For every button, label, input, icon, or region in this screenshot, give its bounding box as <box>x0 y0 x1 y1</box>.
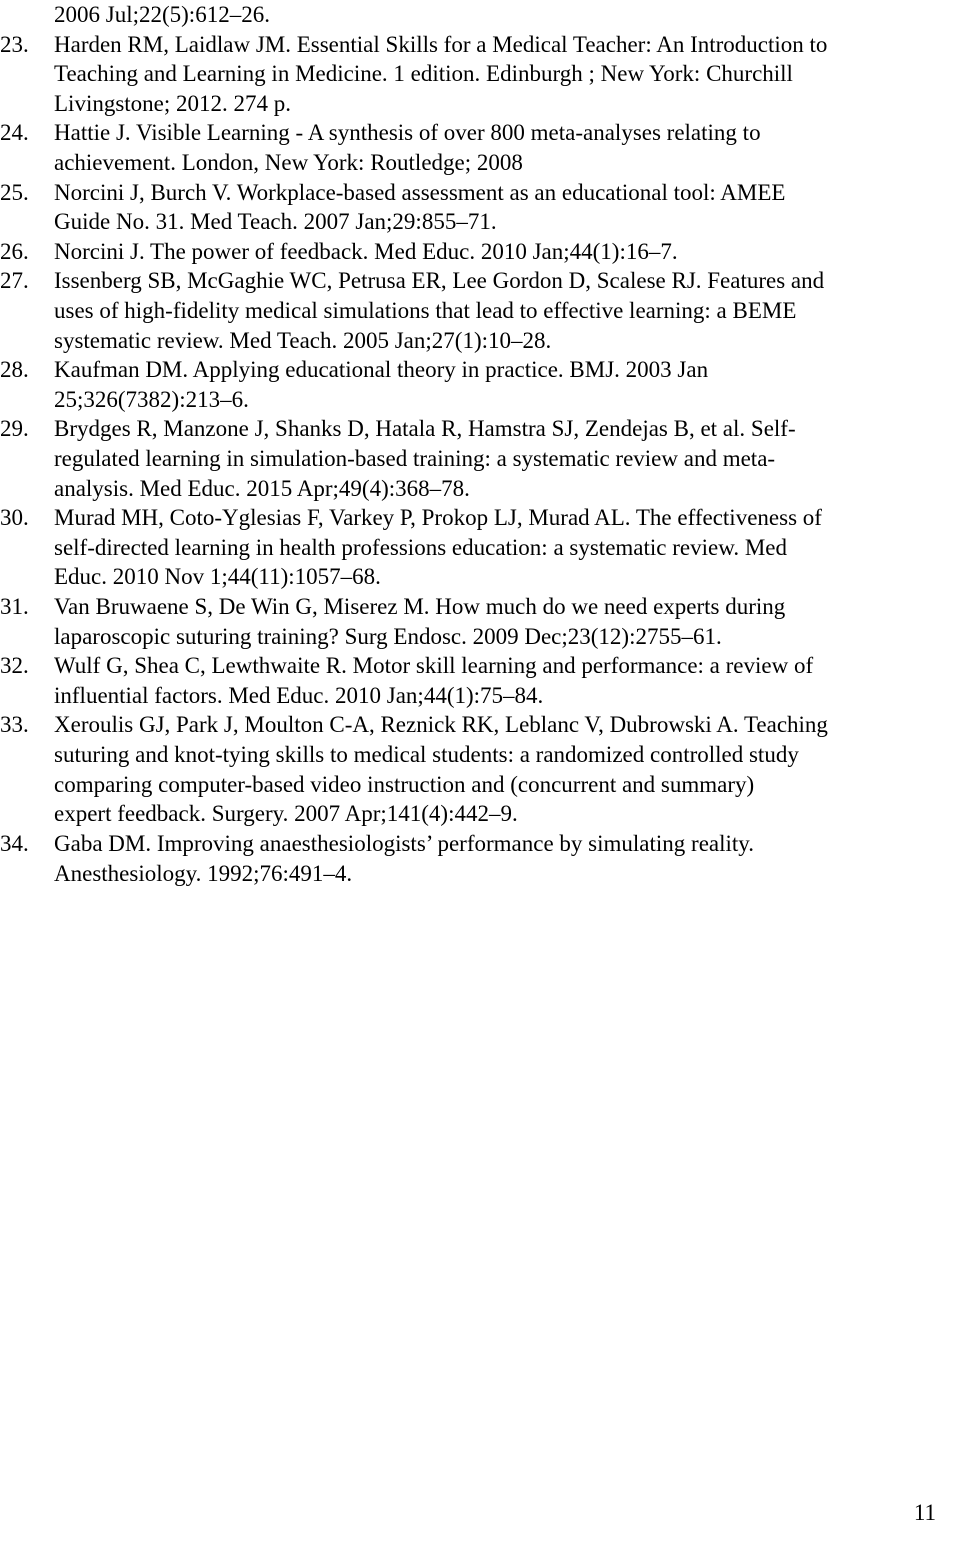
reference-number: 24. <box>0 120 29 146</box>
reference-line: analysis. Med Educ. 2015 Apr;49(4):368–78. <box>54 475 470 501</box>
reference-line: systematic review. Med Teach. 2005 Jan;27(1):10–28. <box>54 327 552 353</box>
reference-line: Brydges R, Manzone J, Shanks D, Hatala R, Hamstra SJ, Zendejas B, et al. Self- <box>54 416 796 442</box>
reference-text <box>54 651 944 710</box>
reference-line: Livingstone; 2012. 274 p. <box>54 90 292 116</box>
reference-line: regulated learning in simulation-based training: a systematic review and meta- <box>54 445 776 471</box>
reference-number: 25. <box>0 179 29 205</box>
reference-number: 23. <box>0 31 29 57</box>
reference-text <box>54 266 944 355</box>
reference-number: 31. <box>0 594 29 619</box>
reference-line: Norcini J, Burch V. Workplace-based assessment as an educational tool: AMEE <box>54 179 786 205</box>
reference-text <box>54 503 944 592</box>
reference-text <box>54 178 944 237</box>
reference-line: Teaching and Learning in Medicine. 1 edition. Edinburgh ; New York: Churchill <box>54 61 793 87</box>
reference-number: 32. <box>0 653 29 679</box>
reference-number: 30. <box>0 505 29 531</box>
reference-text <box>54 414 944 503</box>
reference-text <box>54 355 944 414</box>
reference-text <box>54 710 944 828</box>
reference-line: expert feedback. Surgery. 2007 Apr;141(4):442–9. <box>54 801 518 827</box>
reference-number: 34. <box>0 831 29 856</box>
reference-line: Guide No. 31. Med Teach. 2007 Jan;29:855–71. <box>54 209 497 235</box>
page-number: 11 <box>913 1500 936 1525</box>
reference-line: Xeroulis GJ, Park J, Moulton C-A, Reznick RK, Leblanc V, Dubrowski A. Teaching <box>54 712 828 738</box>
reference-line: Anesthesiology. 1992;76:491–4. <box>54 860 353 886</box>
reference-line: Educ. 2010 Nov 1;44(11):1057–68. <box>54 564 381 590</box>
reference-line: laparoscopic suturing training? Surg Endosc. 2009 Dec;23(12):2755–61. <box>54 623 722 649</box>
reference-line: Van Bruwaene S, De Win G, Miserez M. How much do we need experts during <box>54 594 786 619</box>
reference-continuation: 2006 Jul;22(5):612–26. <box>54 2 270 27</box>
reference-line: Norcini J. The power of feedback. Med Educ. 2010 Jan;44(1):16–7. <box>54 238 678 264</box>
reference-number: 33. <box>0 712 29 738</box>
reference-line: self-directed learning in health professions education: a systematic review. Med <box>54 534 787 560</box>
reference-line: Harden RM, Laidlaw JM. Essential Skills for a Medical Teacher: An Introduction to <box>54 31 828 57</box>
reference-text <box>54 592 944 651</box>
reference-line: Gaba DM. Improving anaesthesiologists’ performance by simulating reality. <box>54 831 755 856</box>
reference-number: 27. <box>0 268 29 294</box>
reference-text <box>54 829 944 888</box>
reference-line: comparing computer-based video instruction and (concurrent and summary) <box>54 771 755 797</box>
reference-number: 26. <box>0 238 29 264</box>
reference-number: 28. <box>0 357 29 383</box>
reference-line: suturing and knot-tying skills to medical students: a randomized controlled study <box>54 741 799 767</box>
reference-line: 25;326(7382):213–6. <box>54 386 249 412</box>
reference-line: Wulf G, Shea C, Lewthwaite R. Motor skill learning and performance: a review of <box>54 653 814 679</box>
reference-number: 29. <box>0 416 29 442</box>
reference-line: uses of high-fidelity medical simulations that lead to effective learning: a BEME <box>54 297 797 323</box>
reference-line: influential factors. Med Educ. 2010 Jan;44(1):75–84. <box>54 682 544 708</box>
reference-line: Issenberg SB, McGaghie WC, Petrusa ER, Lee Gordon D, Scalese RJ. Features and <box>54 268 825 294</box>
reference-line: Murad MH, Coto-Yglesias F, Varkey P, Prokop LJ, Murad AL. The effectiveness of <box>54 505 822 531</box>
reference-line: Hattie J. Visible Learning - A synthesis of over 800 meta-analyses relating to <box>54 120 761 146</box>
reference-line: achievement. London, New York: Routledge; 2008 <box>54 149 523 175</box>
reference-line: Kaufman DM. Applying educational theory in practice. BMJ. 2003 Jan <box>54 357 709 383</box>
reference-text <box>54 118 944 177</box>
reference-text <box>54 237 944 267</box>
reference-text <box>54 30 944 119</box>
